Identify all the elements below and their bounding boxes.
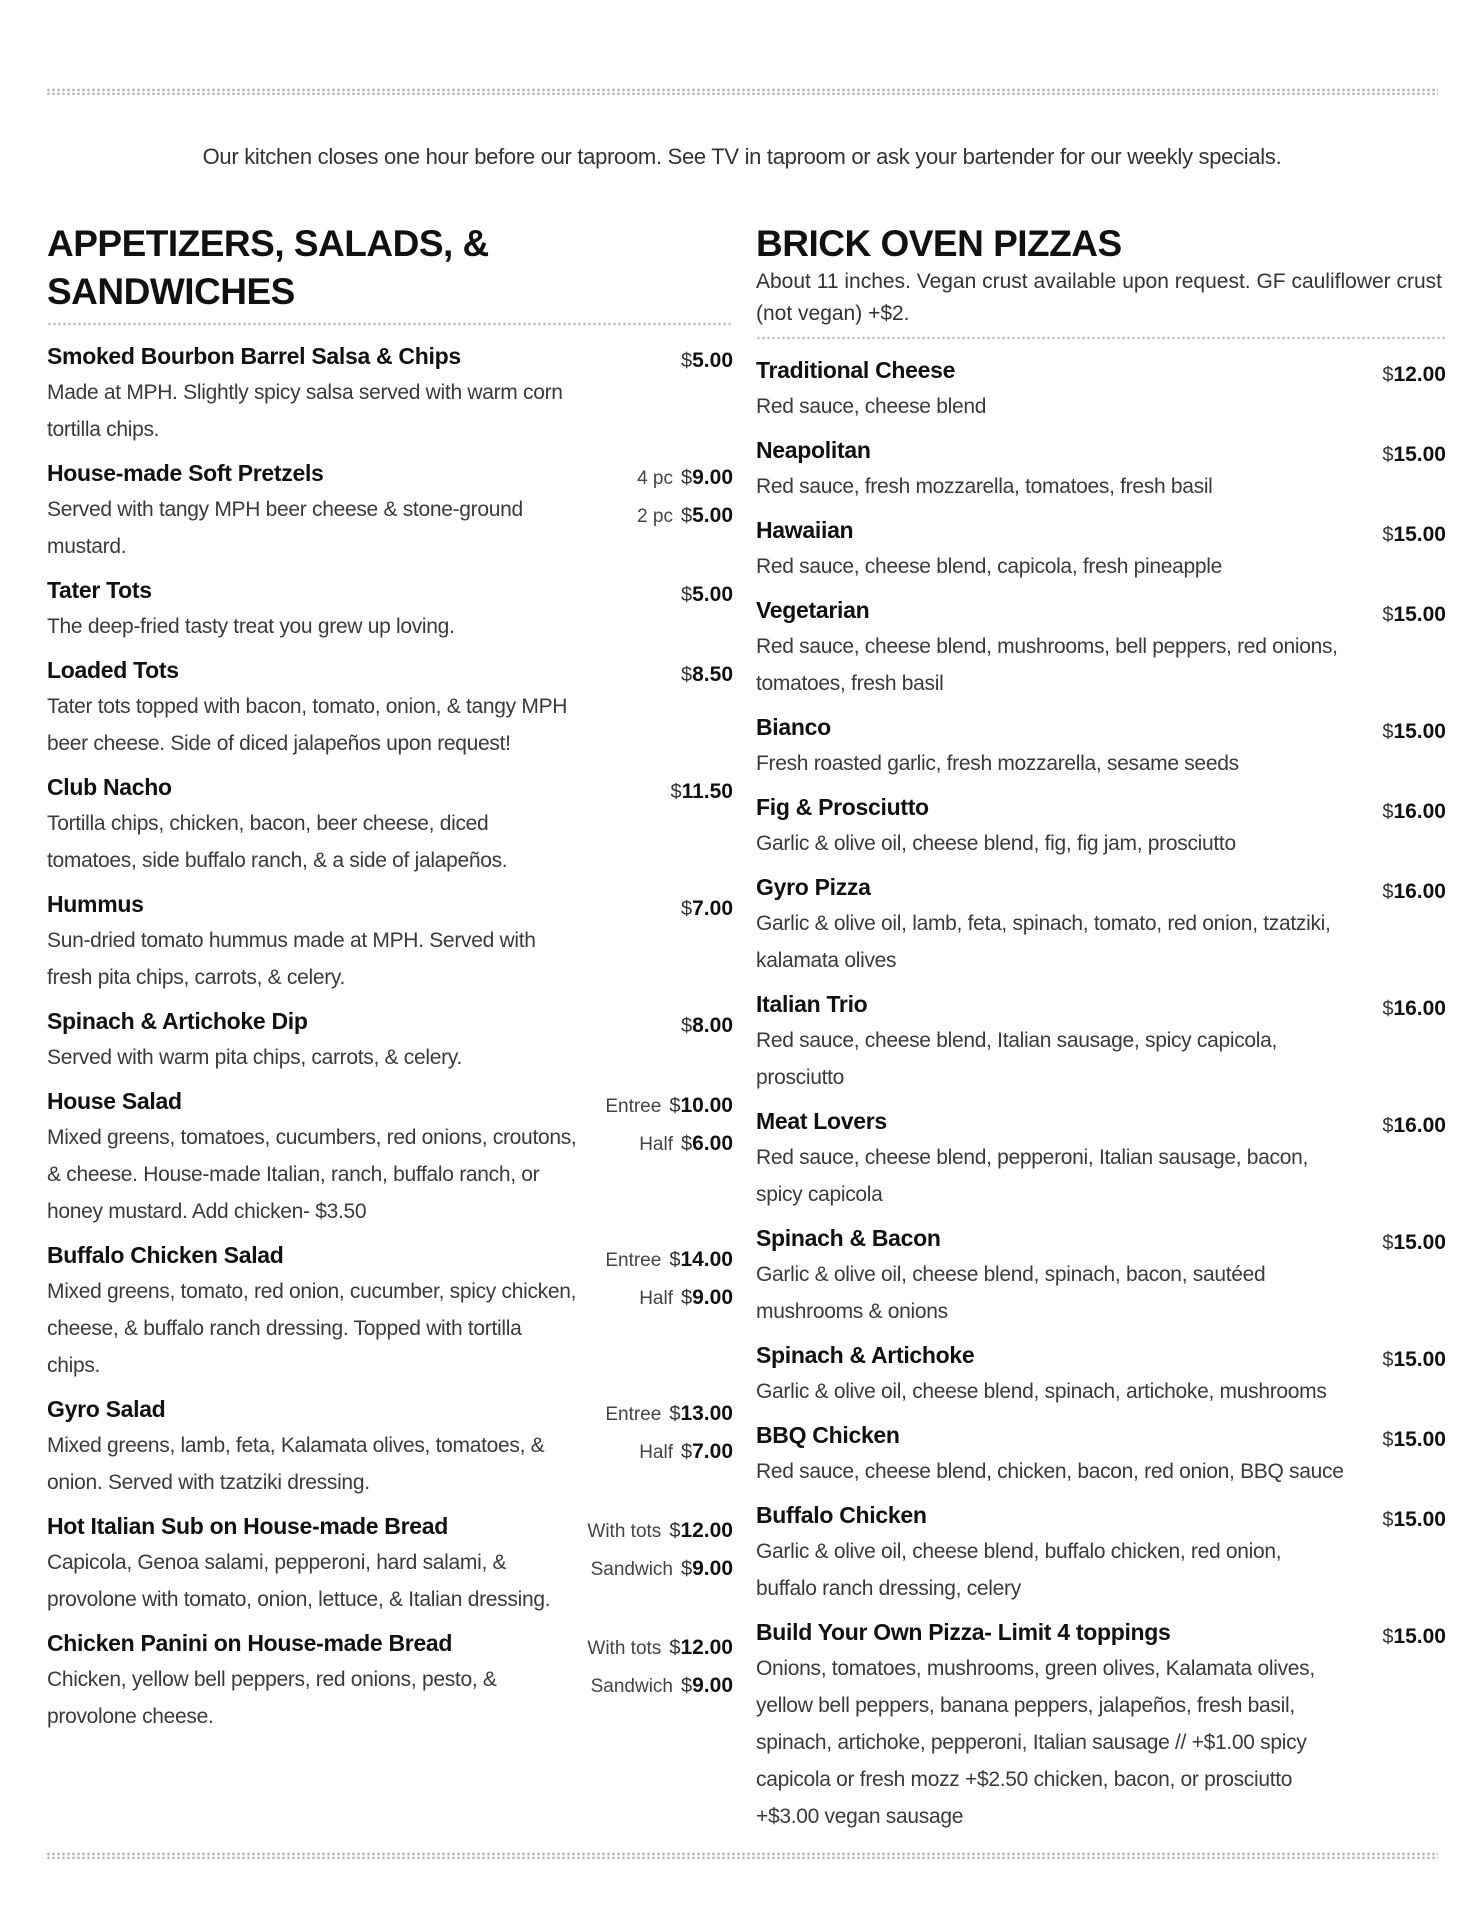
price-label: 4 pc [637,468,673,489]
menu-item [756,1614,1446,1835]
menu-item [47,886,733,996]
price-line [1382,596,1446,634]
menu-item-name: Neapolitan [756,437,871,463]
bottom-dotted-divider [46,1852,1438,1859]
kitchen-notice: Our kitchen closes one hour before our taproom. See TV in taproom or ask your bartender for our weekly specials. [202,144,1282,169]
price-line [605,1241,733,1279]
currency-symbol: $ [669,1520,681,1542]
price-line [1382,1224,1446,1262]
menu-item-name: Hawaiian [756,517,854,543]
menu-item [756,789,1446,862]
menu-item-prices [1382,869,1446,979]
menu-item-text [47,1625,577,1735]
price-line [1382,1421,1446,1459]
currency-symbol: $ [1382,721,1394,743]
menu-item-description: Red sauce, cheese blend [756,395,987,418]
price-amount: 9.00 [692,1674,733,1697]
menu-item-description: Chicken, yellow bell peppers, red onions, pesto, & provolone cheese. [47,1668,497,1728]
menu-item-text [47,455,577,565]
section-divider [47,322,733,326]
menu-item-description: Capicola, Genoa salami, pepperoni, hard salami, & provolone with tomato, onion, lettuce, & Italian dressing. [47,1551,551,1611]
menu-item-description: Red sauce, cheese blend, capicola, fresh pineapple [756,555,1222,578]
menu-item-description: Mixed greens, tomato, red onion, cucumber, spicy chicken, cheese, & buffalo ranch dressing. Topped with tortilla chips. [47,1280,577,1377]
currency-symbol: $ [681,1133,693,1155]
menu-item-description: Tater tots topped with bacon, tomato, onion, & tangy MPH beer cheese. Side of diced jalapeños upon request! [47,695,568,755]
menu-item-prices [1382,1337,1446,1410]
menu-item [47,455,733,565]
menu-item-description: Served with warm pita chips, carrots, & celery. [47,1046,462,1069]
menu-item [756,512,1446,585]
menu-item-name: House Salad [47,1088,182,1114]
price-amount: 5.00 [692,504,733,527]
currency-symbol: $ [681,350,693,372]
menu-item-description: Made at MPH. Slightly spicy salsa served with warm corn tortilla chips. [47,381,563,441]
price-line [637,459,733,497]
pizzas-section-note: About 11 inches. Vegan crust available upon request. GF cauliflower crust (not vegan) +$2. [756,270,1442,325]
menu-item-description: Sun-dried tomato hummus made at MPH. Served with fresh pita chips, carrots, & celery. [47,929,536,989]
price-line [587,1629,733,1667]
menu-item [47,572,733,645]
price-amount: 16.00 [1393,1114,1446,1137]
currency-symbol: $ [681,584,693,606]
menu-item [756,986,1446,1096]
menu-item-name: Traditional Cheese [756,357,956,383]
menu-item-name: Gyro Salad [47,1396,166,1422]
menu-item-name: Build Your Own Pizza- Limit 4 toppings [756,1619,1171,1645]
price-line [1382,1501,1446,1539]
currency-symbol: $ [681,664,693,686]
menu-item-description: The deep-fried tasty treat you grew up loving. [47,615,455,638]
menu-item-name: Gyro Pizza [756,874,871,900]
appetizers-section-title: APPETIZERS, SALADS, & SANDWICHES [47,223,489,312]
appetizers-list [47,338,733,1735]
price-amount: 12.00 [680,1519,733,1542]
price-line [681,656,733,694]
menu-item-name: Buffalo Chicken [756,1502,927,1528]
price-line [605,1433,733,1471]
price-line [637,497,733,535]
menu-item [47,1003,733,1076]
price-line [1382,1107,1446,1145]
menu-item-prices [681,886,733,996]
pizzas-section-title: BRICK OVEN PIZZAS [756,223,1122,264]
price-amount: 12.00 [680,1636,733,1659]
menu-item-name: Bianco [756,714,831,740]
menu-item-text [47,652,577,762]
price-amount: 12.00 [1393,363,1446,386]
menu-item-prices [1382,592,1446,702]
price-amount: 7.00 [692,1440,733,1463]
menu-item-prices [681,338,733,448]
price-amount: 15.00 [1393,603,1446,626]
menu-item-name: Meat Lovers [756,1108,887,1134]
menu-item-description: Mixed greens, tomatoes, cucumbers, red onions, croutons, & cheese. House-made Italian, ranch, buffalo ranch, or honey mustard. Add chicken- $3.50 [47,1126,577,1223]
menu-item-prices [1382,1497,1446,1607]
price-line [587,1512,733,1550]
menu-item-description: Red sauce, fresh mozzarella, tomatoes, fresh basil [756,475,1213,498]
currency-symbol: $ [681,1675,693,1697]
currency-symbol: $ [1382,524,1394,546]
price-amount: 5.00 [692,349,733,372]
currency-symbol: $ [681,1015,693,1037]
menu-item-prices [1382,709,1446,782]
menu-item-text [756,512,1346,585]
menu-item [756,709,1446,782]
menu-item [756,592,1446,702]
menu-item-prices [587,1625,733,1735]
menu-item-prices [681,1003,733,1076]
menu-item-name: Italian Trio [756,991,868,1017]
top-dotted-divider [46,88,1438,95]
price-line [681,890,733,928]
price-amount: 9.00 [692,1557,733,1580]
currency-symbol: $ [681,1287,693,1309]
pizzas-list [756,352,1446,1835]
currency-symbol: $ [670,781,682,803]
menu-item [47,1391,733,1501]
price-line [587,1667,733,1705]
price-amount: 13.00 [680,1402,733,1425]
currency-symbol: $ [1382,604,1394,626]
menu-item-name: Chicken Panini on House-made Bread [47,1630,453,1656]
menu-item-text [756,789,1346,862]
price-line [1382,990,1446,1028]
menu-item-prices [1382,1220,1446,1330]
price-amount: 6.00 [692,1132,733,1155]
price-amount: 15.00 [1393,1428,1446,1451]
menu-item-text [47,1237,577,1384]
price-line [1382,436,1446,474]
menu-item-text [756,869,1346,979]
menu-item-prices [605,1237,733,1384]
menu-item-prices [670,769,733,879]
menu-item [756,1103,1446,1213]
menu-item-prices [605,1391,733,1501]
menu-item-text [47,886,577,996]
price-line [605,1087,733,1125]
menu-item [756,1497,1446,1607]
price-line [1382,1618,1446,1656]
menu-item-name: BBQ Chicken [756,1422,900,1448]
price-label: Half [639,1442,673,1463]
price-line [587,1550,733,1588]
price-label: With tots [587,1521,662,1542]
price-amount: 9.00 [692,1286,733,1309]
menu-item [47,1237,733,1384]
appetizers-column [47,220,733,1742]
menu-item-text [756,1103,1346,1213]
price-amount: 10.00 [680,1094,733,1117]
pizzas-column [756,220,1446,1842]
currency-symbol: $ [681,898,693,920]
price-amount: 15.00 [1393,443,1446,466]
menu-item-description: Garlic & olive oil, lamb, feta, spinach, tomato, red onion, tzatziki, kalamata olives [756,912,1331,972]
menu-item-name: Club Nacho [47,774,172,800]
price-amount: 8.50 [692,663,733,686]
menu-item-description: Served with tangy MPH beer cheese & stone-ground mustard. [47,498,523,558]
currency-symbol: $ [669,1095,681,1117]
menu-item-text [47,1003,577,1076]
price-label: Entree [605,1404,662,1425]
menu-item-name: Spinach & Artichoke Dip [47,1008,308,1034]
menu-item [756,432,1446,505]
price-label: Half [639,1288,673,1309]
menu-item-prices [1382,352,1446,425]
menu-item-prices [1382,789,1446,862]
menu-item-description: Garlic & olive oil, cheese blend, buffalo chicken, red onion, buffalo ranch dressing, celery [756,1540,1282,1600]
price-line [670,773,733,811]
price-amount: 16.00 [1393,997,1446,1020]
menu-item-name: Spinach & Bacon [756,1225,941,1251]
menu-item [47,338,733,448]
menu-item-prices [605,1083,733,1230]
price-amount: 7.00 [692,897,733,920]
menu-item-description: Tortilla chips, chicken, bacon, beer cheese, diced tomatoes, side buffalo ranch, & a side of jalapeños. [47,812,508,872]
price-amount: 14.00 [680,1248,733,1271]
menu-item-text [756,432,1346,505]
menu-item-text [47,338,577,448]
menu-item [756,1417,1446,1490]
price-amount: 16.00 [1393,800,1446,823]
price-line [681,576,733,614]
menu-item-text [756,1417,1346,1490]
menu-item [756,352,1446,425]
menu-item-description: Red sauce, cheese blend, chicken, bacon, red onion, BBQ sauce [756,1460,1344,1483]
menu-item-description: Red sauce, cheese blend, Italian sausage, spicy capicola, prosciutto [756,1029,1278,1089]
menu-item [47,769,733,879]
currency-symbol: $ [1382,1626,1394,1648]
price-line [1382,793,1446,831]
menu-item [756,1220,1446,1330]
menu-item-text [756,1337,1346,1410]
price-label: Sandwich [590,1559,673,1580]
currency-symbol: $ [1382,364,1394,386]
menu-item-text [756,352,1346,425]
menu-item [756,1337,1446,1410]
menu-item-name: Vegetarian [756,597,870,623]
currency-symbol: $ [1382,1429,1394,1451]
menu-item-text [756,709,1346,782]
price-label: Entree [605,1250,662,1271]
section-divider [756,336,1446,340]
currency-symbol: $ [681,1558,693,1580]
price-line [1382,713,1446,751]
menu-item-name: Spinach & Artichoke [756,1342,975,1368]
menu-item-text [47,1508,577,1618]
menu-item-text [47,1083,577,1230]
menu-item-prices [1382,512,1446,585]
price-label: Entree [605,1096,662,1117]
price-amount: 11.50 [681,780,733,803]
menu-item [47,1083,733,1230]
menu-item-text [47,769,577,879]
menu-item-name: Tater Tots [47,577,152,603]
menu-item-description: Mixed greens, lamb, feta, Kalamata olives, tomatoes, & onion. Served with tzatziki dressing. [47,1434,545,1494]
menu-item-description: Onions, tomatoes, mushrooms, green olives, Kalamata olives, yellow bell peppers, banana peppers, jalapeños, fresh basil, spinach, artichoke, pepperoni, Italian sausage // +$1.00 spicy capicola or fresh mozz +$2.50 chicken, bacon, or prosciutto +$3.00 vegan sausage [756,1657,1315,1828]
menu-item-prices [1382,986,1446,1096]
currency-symbol: $ [1382,881,1394,903]
menu-item-text [47,572,577,645]
currency-symbol: $ [681,505,693,527]
price-amount: 15.00 [1393,720,1446,743]
price-line [681,1007,733,1045]
price-line [1382,1341,1446,1379]
currency-symbol: $ [1382,801,1394,823]
menu-item-text [756,592,1346,702]
menu-item-prices [1382,1103,1446,1213]
price-line [605,1395,733,1433]
menu-item-description: Garlic & olive oil, cheese blend, spinach, artichoke, mushrooms [756,1380,1327,1403]
price-amount: 15.00 [1393,1508,1446,1531]
menu-item-prices [1382,432,1446,505]
price-line [1382,873,1446,911]
menu-item-name: Buffalo Chicken Salad [47,1242,284,1268]
menu-item-name: Loaded Tots [47,657,179,683]
price-amount: 9.00 [692,466,733,489]
menu-item-text [756,1220,1346,1330]
currency-symbol: $ [669,1403,681,1425]
currency-symbol: $ [1382,1349,1394,1371]
currency-symbol: $ [681,1441,693,1463]
menu-item-prices [1382,1614,1446,1835]
menu-item-name: Hot Italian Sub on House-made Bread [47,1513,448,1539]
menu-item-description: Red sauce, cheese blend, pepperoni, Italian sausage, bacon, spicy capicola [756,1146,1309,1206]
price-label: Half [639,1134,673,1155]
menu-item [47,1625,733,1735]
menu-item-description: Garlic & olive oil, cheese blend, fig, fig jam, prosciutto [756,832,1236,855]
menu-item-prices [1382,1417,1446,1490]
menu-item-name: Smoked Bourbon Barrel Salsa & Chips [47,343,461,369]
menu-item-prices [637,455,733,565]
currency-symbol: $ [1382,1115,1394,1137]
price-line [1382,516,1446,554]
currency-symbol: $ [1382,998,1394,1020]
menu-item [47,652,733,762]
menu-item-description: Red sauce, cheese blend, mushrooms, bell peppers, red onions, tomatoes, fresh basil [756,635,1338,695]
price-amount: 15.00 [1393,1231,1446,1254]
price-amount: 15.00 [1393,1348,1446,1371]
menu-item-text [47,1391,577,1501]
price-label: 2 pc [637,506,673,527]
menu-item-text [756,1497,1346,1607]
menu-item-description: Fresh roasted garlic, fresh mozzarella, sesame seeds [756,752,1239,775]
menu-item-name: Fig & Prosciutto [756,794,929,820]
menu-item-prices [681,572,733,645]
currency-symbol: $ [669,1637,681,1659]
menu-item-name: House-made Soft Pretzels [47,460,324,486]
menu-item [47,1508,733,1618]
menu-item-prices [681,652,733,762]
currency-symbol: $ [1382,1232,1394,1254]
price-amount: 16.00 [1393,880,1446,903]
price-amount: 5.00 [692,583,733,606]
menu-item-name: Hummus [47,891,144,917]
price-amount: 15.00 [1393,1625,1446,1648]
price-label: With tots [587,1638,662,1659]
price-line [1382,356,1446,394]
currency-symbol: $ [1382,444,1394,466]
currency-symbol: $ [1382,1509,1394,1531]
menu-item-description: Garlic & olive oil, cheese blend, spinach, bacon, sautéed mushrooms & onions [756,1263,1266,1323]
menu-item [756,869,1446,979]
currency-symbol: $ [669,1249,681,1271]
menu-item-text [756,1614,1346,1835]
price-line [681,342,733,380]
price-amount: 8.00 [692,1014,733,1037]
price-amount: 15.00 [1393,523,1446,546]
price-line [605,1125,733,1163]
currency-symbol: $ [681,467,693,489]
price-label: Sandwich [590,1676,673,1697]
menu-item-text [756,986,1346,1096]
menu-item-prices [587,1508,733,1618]
price-line [605,1279,733,1317]
